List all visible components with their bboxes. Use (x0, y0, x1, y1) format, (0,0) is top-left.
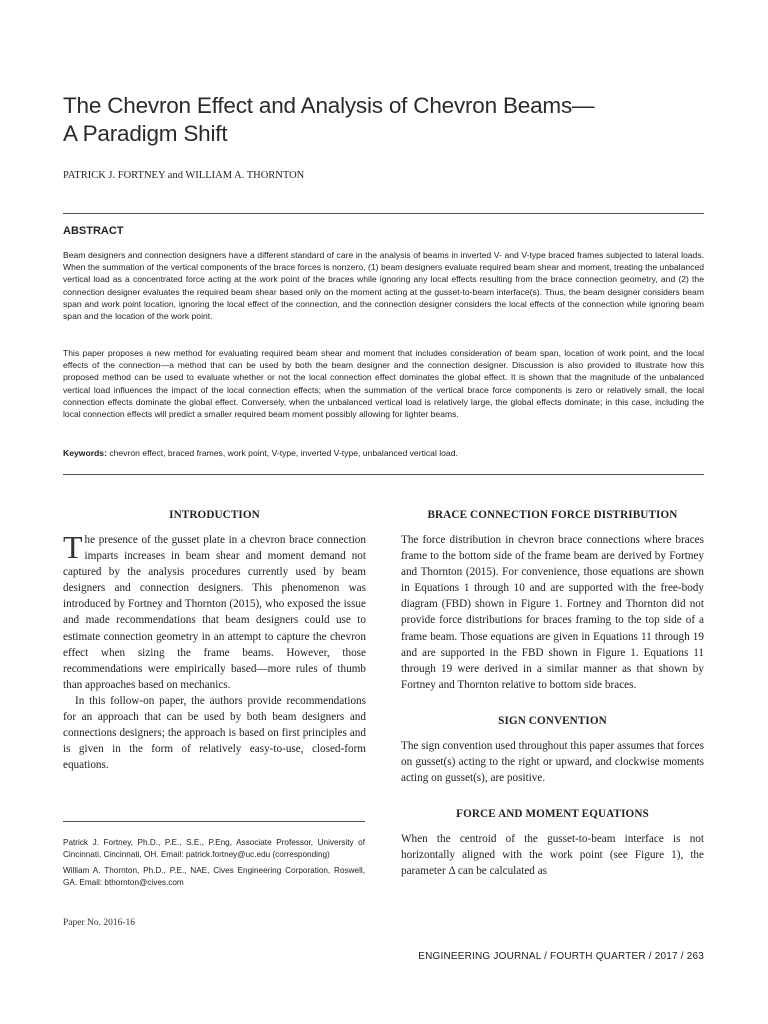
brace-connection-heading: BRACE CONNECTION FORCE DISTRIBUTION (427, 509, 678, 521)
drop-cap: T (63, 529, 83, 565)
top-rule (63, 213, 704, 214)
right-column (401, 509, 704, 880)
intro-paragraph-2: In this follow-on paper, the authors provide recommendations for an approach that can be used by both beam designers and connections designers; the approach is based on first principles and is given in the form of relatively easy-to-use, closed-form equations. (63, 694, 366, 772)
brace-connection-paragraph: The force distribution in chevron brace connections where braces frame to the bottom side of the frame beam are derived by Fortney and Thornton (2015). For convenience, those equations are shown in Equations 1 through 10 and are supported with the free-body diagram (FBD) shown in Figure 1. Fortney and Thornton did not provide force distributions for braces framing to the top side of a frame beam. Those equations are given in Equations 11 through 19 and are supported in the FBD shown in Figure 1. Equations 11 through 19 were derived in a similar manner as that shown by Fortney and Thornton relative to bottom side braces. (401, 534, 704, 691)
footnote-fortney: Patrick J. Fortney, Ph.D., P.E., S.E., P.Eng, Associate Professor, University of Cincinnati, Cincinnati, OH. Email: patrick.fortney@uc.edu (corresponding) (63, 838, 365, 860)
paper-number: Paper No. 2016-16 (63, 918, 136, 928)
keywords-text: chevron effect, braced frames, work point, V-type, inverted V-type, unbalanced vertical load. (106, 448, 458, 458)
force-moment-heading: FORCE AND MOMENT EQUATIONS (456, 808, 649, 821)
keywords-label: Keywords: (63, 448, 107, 458)
abstract-paragraph-1: Beam designers and connection designers have a different standard of care in the analysis of beams in inverted V- and V-type braced frames subjected to lateral loads. When the summation of the vertical components of the brace forces is nonzero, (1) beam designers evaluate required beam shear and moment, treating the unbalanced vertical load as a concentrated force acting at the work point of the braces while ignoring any local effects resulting from the brace connection geometry, and (2) the connection designer evaluates the required beam shear based only on the moment acting at the gusset-to-beam interface(s). Thus, the beam designer considers beam span and work point location, ignoring the local effect of the connection, and the connection designer considers the local effects of the connection while ignoring beam span and the location of the work point. (63, 250, 704, 322)
title-line-1: The Chevron Effect and Analysis of Chevron Beams— (63, 93, 595, 118)
title-line-2: A Paradigm Shift (63, 121, 228, 146)
introduction-heading: INTRODUCTION (169, 509, 260, 521)
journal-footer: ENGINEERING JOURNAL / FOURTH QUARTER / 2017 / 263 (418, 951, 704, 962)
keywords (63, 447, 704, 459)
paper-title (63, 92, 723, 148)
intro-paragraph-1 (63, 529, 366, 693)
left-column (63, 509, 366, 773)
authors: PATRICK J. FORTNEY and WILLIAM A. THORNTON (63, 170, 305, 181)
sign-convention-heading: SIGN CONVENTION (498, 714, 607, 727)
abstract-paragraph-2: This paper proposes a new method for evaluating required beam shear and moment that includes consideration of beam span, location of work point, and the local effects of the connection—a method that can be used by both the beam designer and the connection designer. Discussion is also provided to illustrate how this proposed method can be used to evaluate whether or not the local connection effect dominates the global effect. It is shown that the magnitude of the unbalanced vertical load influences the impact of the local connection effects; when the summation of the vertical brace force components is zero or relatively small, the local connection effects dominate the global effect. Conversely, when the unbalanced vertical load is relatively large, the global effects dominate; in this case, including the local connection effects will predict a smaller required beam moment possibly allowing for lighter beams. (63, 348, 704, 420)
sign-convention-paragraph: The sign convention used throughout this paper assumes that forces on gusset(s) acting to the right or upward, and clockwise moments acting on gusset(s), are positive. (401, 739, 704, 785)
abstract-bottom-rule (63, 474, 704, 475)
intro-paragraph-1-text: he presence of the gusset plate in a chevron brace connection imparts increases in beam shear and moment demand not captured by the analysis procedures currently used by beam designers and connection designers. This phenomenon was introduced by Fortney and Thornton (2015), who exposed the issue and made recommendations that beam designers could use to estimate connection geometry in an attempt to capture the chevron effect when sizing the frame beams. However, those recommendations were empirically based—more rules of thumb than approaches based on mechanics. (63, 534, 366, 691)
footnote-rule (63, 821, 365, 822)
footnote-thornton: William A. Thornton, Ph.D., P.E., NAE, Cives Engineering Corporation, Roswell, GA. Email: bthornton@cives.com (63, 866, 365, 888)
abstract-heading: ABSTRACT (63, 225, 124, 237)
force-moment-paragraph: When the centroid of the gusset-to-beam interface is not horizontally aligned with the work point (see Figure 1), the parameter Δ can be calculated as (401, 833, 704, 878)
